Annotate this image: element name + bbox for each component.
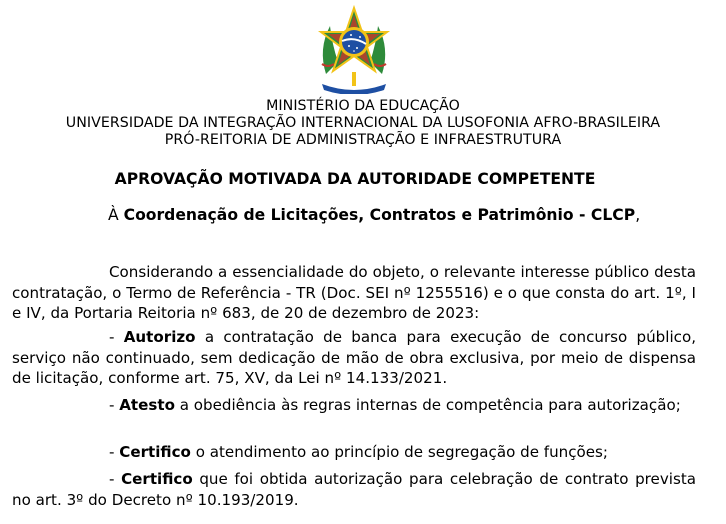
paragraph-certify-authorization-text: que foi obtida autorização para celebração de contrato prevista no art. 3º do Decreto nº 10.193/2019. [12,470,696,509]
paragraph-certify-segregation [12,442,696,463]
ministry-name: MINISTÉRIO DA EDUCAÇÃO [266,98,460,114]
paragraph-considering [12,262,696,324]
paragraph-attest-text: a obediência às regras internas de competência para autorização; [174,396,681,414]
paragraph-authorize-keyword: Autorizo [123,328,196,346]
addressee-name: Coordenação de Licitações, Contratos e Patrimônio - CLCP [123,206,636,224]
paragraph-authorize-lead: - [109,328,124,346]
institution-header [0,98,726,149]
paragraph-certify-segregation-text: o atendimento ao princípio de segregação de funções; [190,443,609,461]
paragraph-certify-segregation-lead: - [109,443,120,461]
paragraph-authorize-text: a contratação de banca para execução de concurso público, serviço não continuado, sem dedicação de mão de obra exclusiva, por meio de dispensa de licitação, conforme art. 75, XV, da Lei nº 14.133/2021. [12,328,696,387]
addressee-line [108,206,640,225]
paragraph-certify-authorization [12,469,696,510]
paragraph-certify-authorization-lead: - [109,470,122,488]
paragraph-considering-text: Considerando a essencialidade do objeto, o relevante interesse público desta contratação, o Termo de Referência - TR (Doc. SEI nº 1255516) e o que consta do art. 1º, I e IV, da Portaria Reitoria nº 683, de 20 de dezembro de 2023: [12,263,696,322]
document-title: APROVAÇÃO MOTIVADA DA AUTORIDADE COMPETENTE [114,170,596,188]
paragraph-attest-keyword: Atesto [119,396,175,414]
paragraph-certify-segregation-keyword: Certifico [119,443,191,461]
paragraph-certify-authorization-keyword: Certifico [121,470,193,488]
addressee-suffix: , [635,206,641,224]
brazil-coat-of-arms-icon [316,4,392,94]
paragraph-attest [12,395,696,416]
university-name: UNIVERSIDADE DA INTEGRAÇÃO INTERNACIONAL DA LUSOFONIA AFRO-BRASILEIRA [65,115,661,131]
paragraph-authorize [12,327,696,389]
addressee-prefix: À [108,206,124,224]
department-name: PRÓ-REITORIA DE ADMINISTRAÇÃO E INFRAESTRUTURA [164,132,562,148]
paragraph-attest-lead: - [109,396,120,414]
